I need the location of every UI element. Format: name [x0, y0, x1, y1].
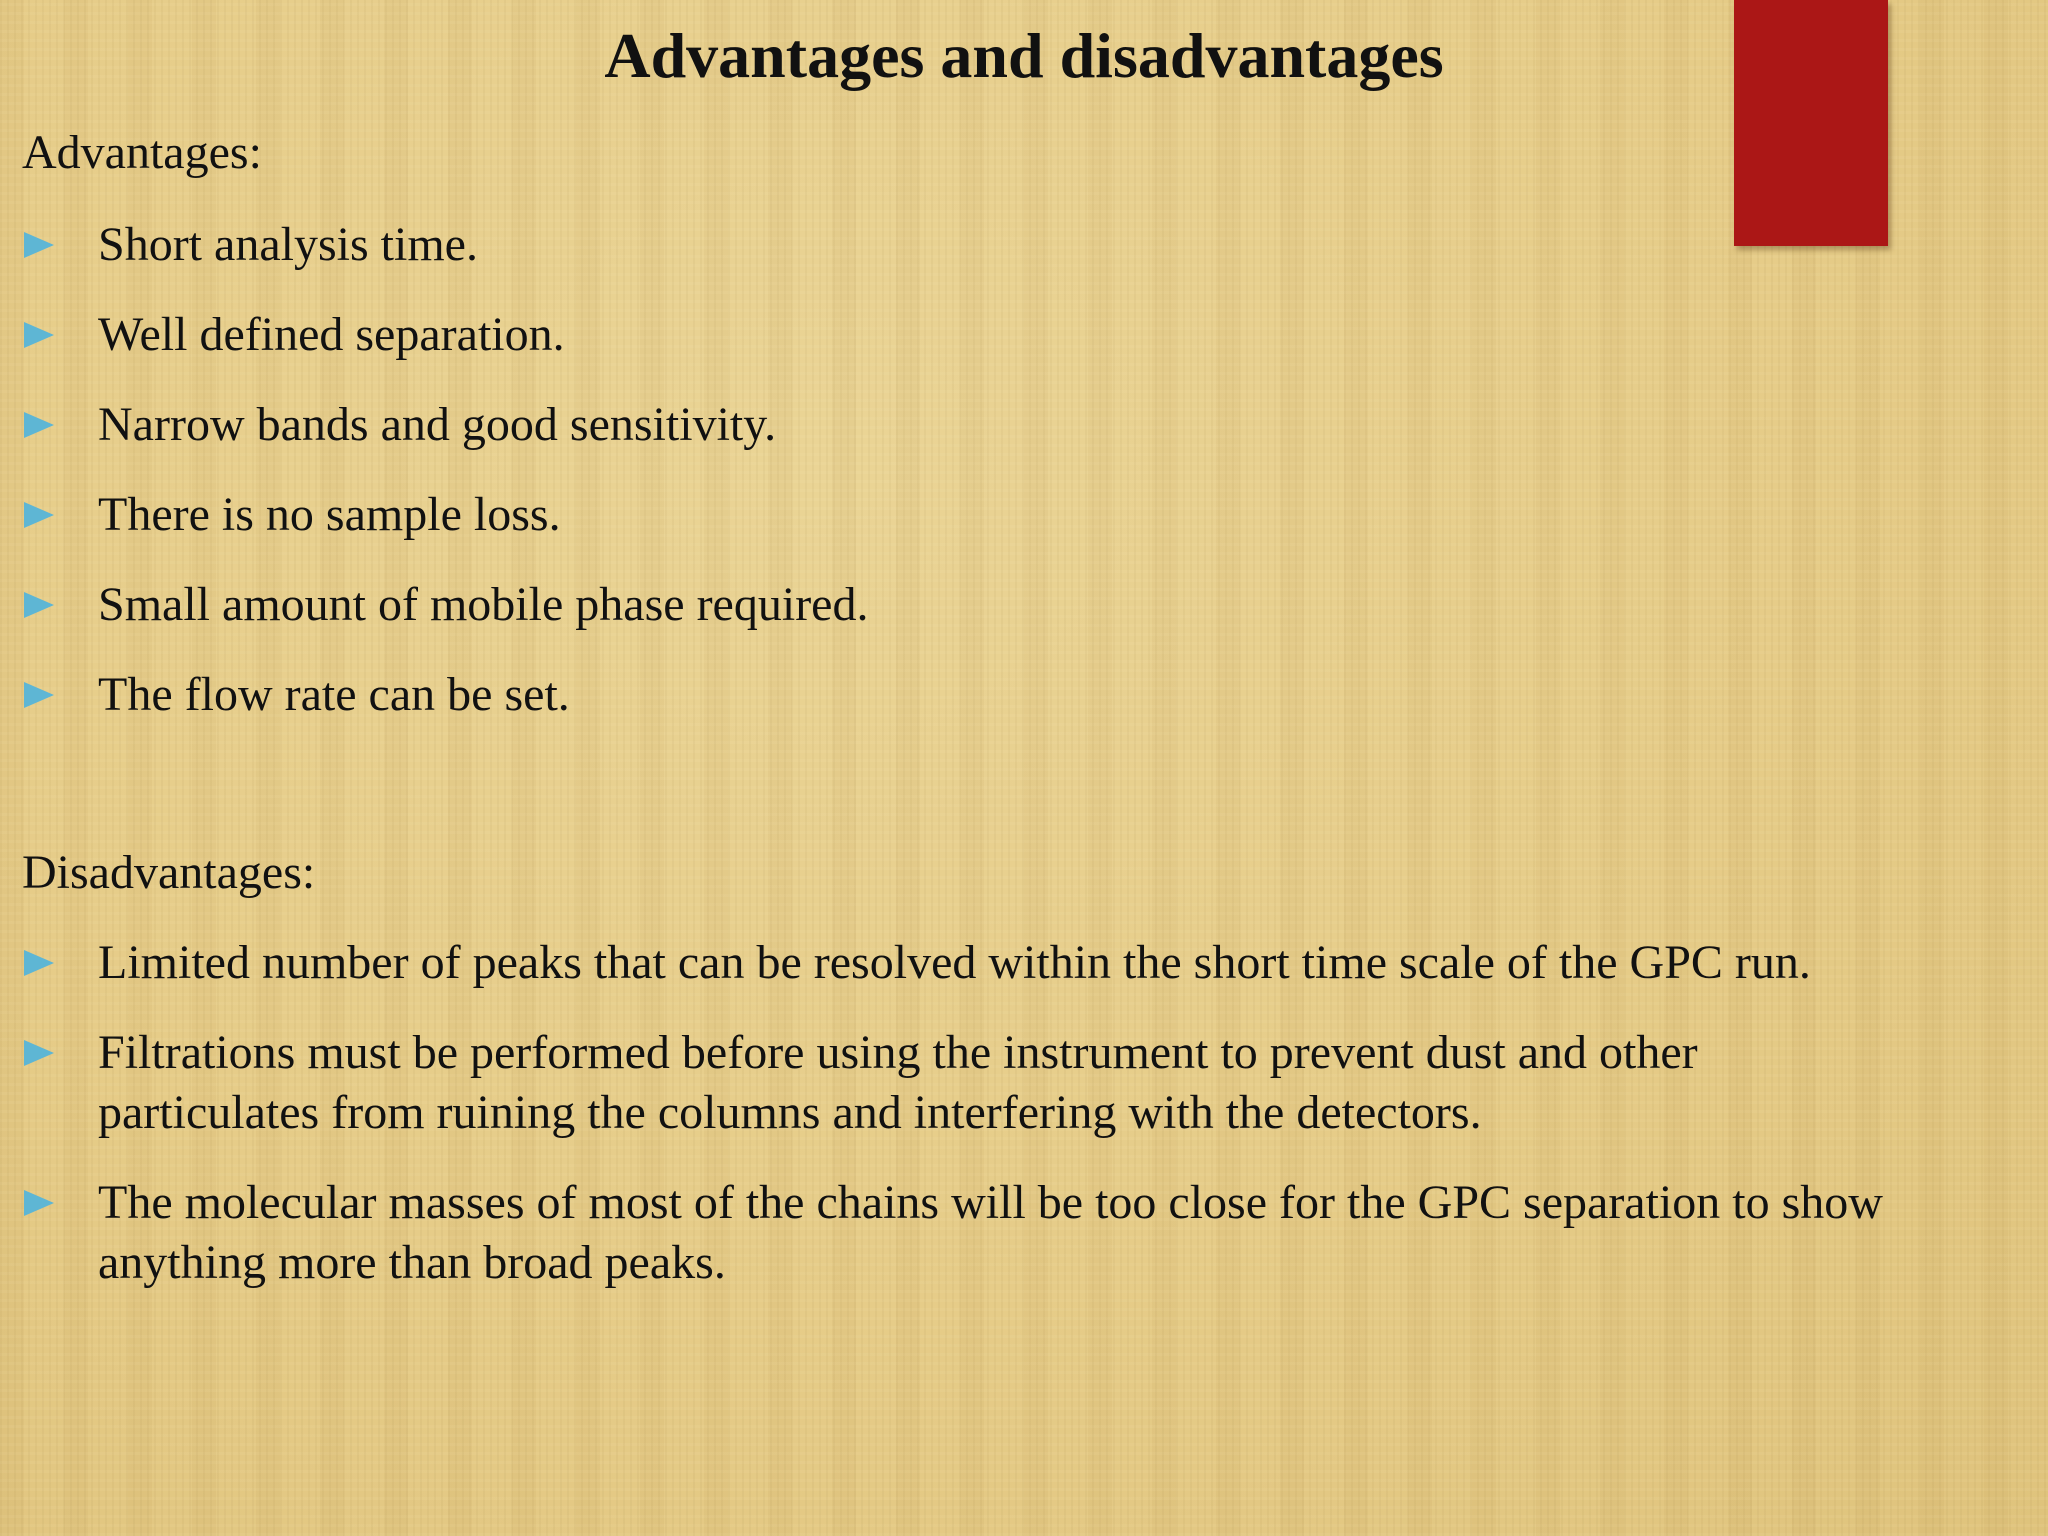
triangle-right-icon — [24, 592, 54, 618]
triangle-right-icon — [24, 1040, 54, 1066]
list-item — [0, 215, 2018, 275]
list-item — [0, 1173, 2018, 1293]
triangle-right-icon — [24, 412, 54, 438]
list-item-text: There is no sample loss. — [98, 488, 561, 541]
triangle-right-icon — [24, 682, 54, 708]
list-item-text: The flow rate can be set. — [98, 668, 570, 721]
triangle-right-icon — [24, 950, 54, 976]
list-item — [0, 485, 2018, 545]
list-item-text: Narrow bands and good sensitivity. — [98, 398, 777, 451]
triangle-right-icon — [24, 322, 54, 348]
advantages-heading: Advantages: — [22, 126, 262, 179]
triangle-right-icon — [24, 1190, 54, 1216]
list-item — [0, 665, 2018, 725]
list-item-text: Limited number of peaks that can be resolved within the short time scale of the GPC run. — [98, 936, 1811, 989]
disadvantages-heading: Disadvantages: — [22, 846, 316, 899]
list-item — [0, 395, 2018, 455]
slide-title: Advantages and disadvantages — [604, 20, 1444, 91]
list-item — [0, 305, 2018, 365]
list-item-text: Small amount of mobile phase required. — [98, 578, 869, 631]
list-item — [0, 1023, 1918, 1143]
list-item-text: Short analysis time. — [98, 218, 478, 271]
disadvantages-list — [0, 933, 2018, 1323]
list-item — [0, 575, 2018, 635]
list-item-text: The molecular masses of most of the chains will be too close for the GPC separation to show anything more than broad peaks. — [98, 1176, 1883, 1289]
list-item — [0, 933, 2018, 993]
advantages-list — [0, 215, 2018, 755]
triangle-right-icon — [24, 232, 54, 258]
triangle-right-icon — [24, 502, 54, 528]
list-item-text: Filtrations must be performed before using the instrument to prevent dust and other particulates from ruining the columns and interfering with the detectors. — [98, 1026, 1698, 1139]
list-item-text: Well defined separation. — [98, 308, 565, 361]
